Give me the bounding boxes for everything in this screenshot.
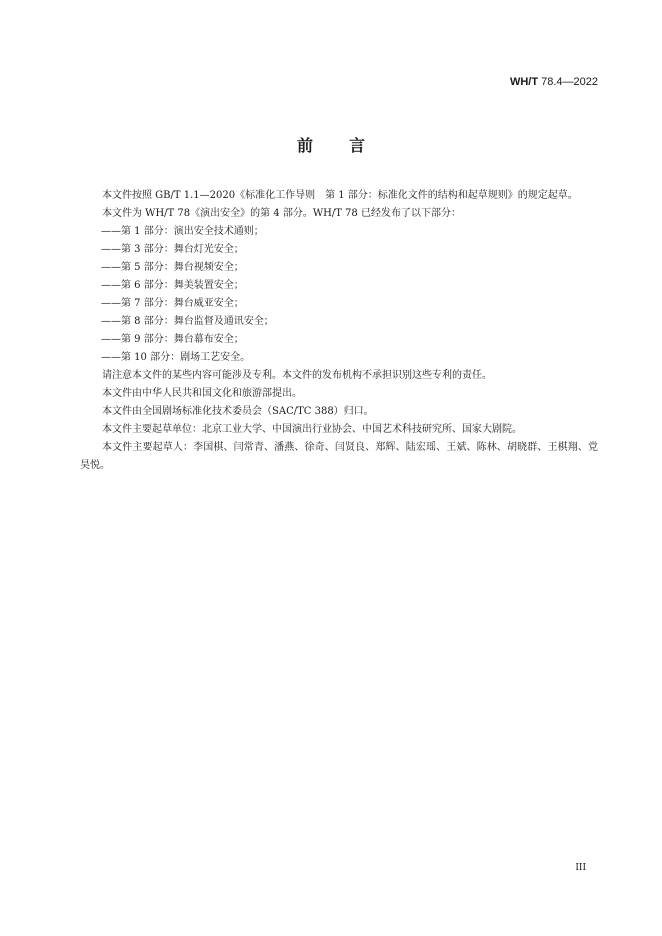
paragraph-proposed-by: 本文件由中华人民共和国文化和旅游部提出。 — [102, 388, 302, 399]
paragraph-drafting-rules: 本文件按照 GB/T 1.1—2020《标准化工作导则 第 1 部分：标准化文件的结构和起草规则》的规定起草。 — [102, 190, 578, 201]
list-item-part-5: ——第 5 部分：舞台视频安全； — [101, 262, 244, 273]
paragraph-technical-committee: 本文件由全国剧场标准化技术委员会（SAC/TC 388）归口。 — [102, 406, 374, 417]
list-item-part-3: ——第 3 部分：舞台灯光安全； — [101, 244, 244, 255]
list-item-part-7: ——第 7 部分：舞台威亚安全； — [101, 298, 244, 309]
standard-code-prefix: WH/T — [509, 76, 539, 88]
paragraph-patent-notice: 请注意本文件的某些内容可能涉及专利。本文件的发布机构不承担识别这些专利的责任。 — [102, 370, 492, 381]
standard-code — [510, 76, 598, 88]
page-number: III — [575, 863, 586, 873]
list-item-part-9: ——第 9 部分：舞台幕布安全； — [101, 334, 244, 345]
paragraph-drafting-organizations: 本文件主要起草单位：北京工业大学、中国演出行业协会、中国艺术科技研究所、国家大剧院。 — [102, 424, 522, 435]
foreword-body — [80, 187, 598, 475]
paragraph-drafters: 本文件主要起草人：李国棋、闫常青、潘燕、徐奇、闫贤良、郑辉、陆宏瑶、王斌、陈林、胡晓群、王棋翔、党昊悦。 — [80, 442, 598, 471]
list-item-part-1: ——第 1 部分：演出安全技术通则； — [101, 226, 264, 237]
list-item-part-8: ——第 8 部分：舞台监督及通讯安全； — [101, 316, 274, 327]
page-title: 前言 — [296, 136, 401, 155]
paragraph-series-intro: 本文件为 WH/T 78《演出安全》的第 4 部分。WH/T 78 已经发布了以下部分： — [102, 208, 461, 219]
list-item-part-6: ——第 6 部分：舞美装置安全； — [101, 280, 244, 291]
standard-code-number: 78.4—2022 — [538, 76, 598, 88]
list-item-part-10: ——第 10 部分：剧场工艺安全。 — [101, 352, 251, 363]
